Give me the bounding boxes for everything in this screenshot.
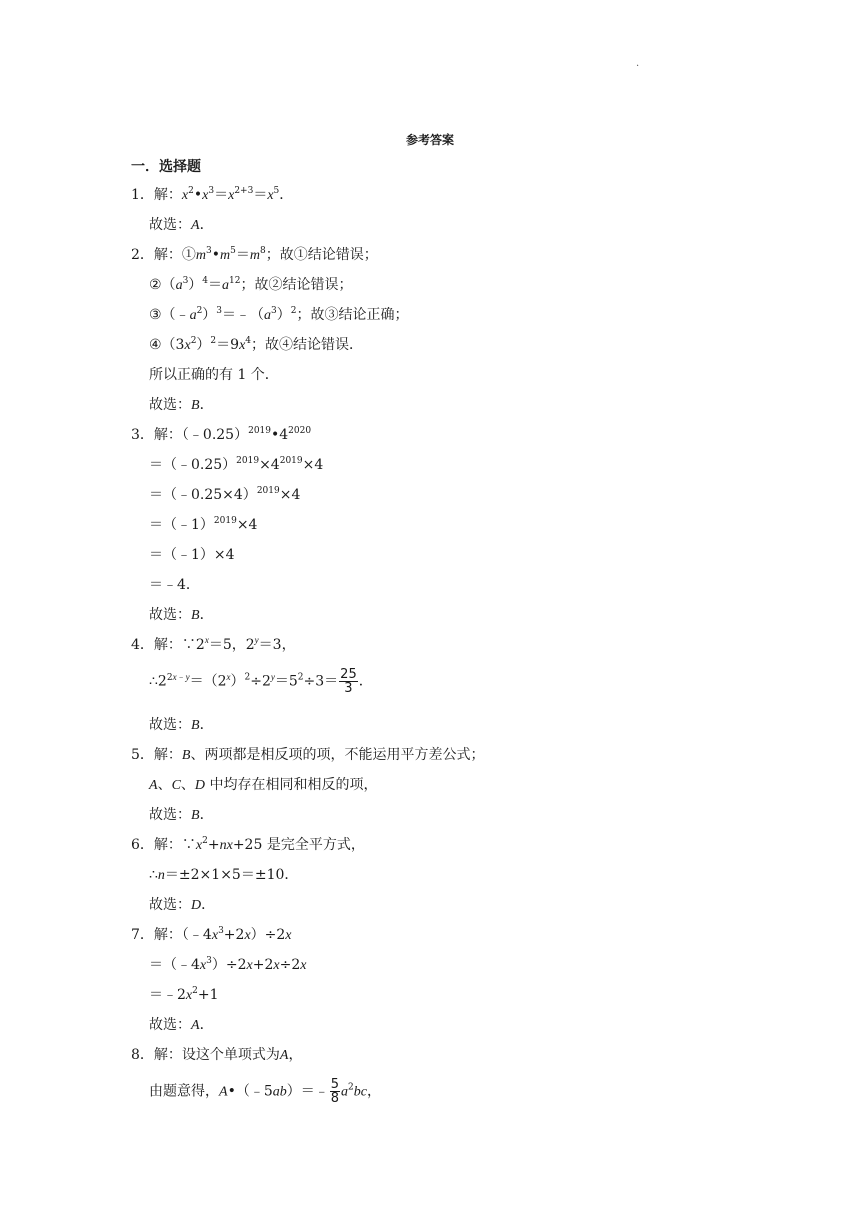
- page-title: 参考答案: [405, 133, 454, 147]
- fraction: $\frac{25}{3}$: [340, 667, 357, 696]
- q3-step-2: ＝（﹣0.25×4）$^{2019}$×4: [149, 486, 301, 503]
- q3-step-3: ＝（﹣1）$^{2019}$×4: [149, 516, 258, 533]
- q7-step-1: $=(﹣4x^3)\div 2x+2x\div 2x$: [149, 956, 307, 973]
- q6-line: 6．解：$\because x^2+nx+25$ 是完全平方式，: [131, 836, 365, 853]
- q1-choice: 故选：A．: [149, 217, 214, 233]
- q8-line-2: 由题意得，A•（﹣5ab）＝﹣ $\frac{5}{8}$ $a^2bc$，: [149, 1077, 381, 1106]
- q4-choice: 故选：B．: [149, 717, 214, 733]
- q4-line: 4．解：$\because 2^x=5$，$2^y=3$，: [131, 635, 296, 653]
- q7-line: 7．解：$(﹣4x^3+2x)\div 2x$: [131, 926, 292, 943]
- q5-line: 5．解：B、两项都是相反项的项，不能运用平方差公式；: [131, 747, 485, 763]
- q3-choice: 故选：B．: [149, 607, 214, 623]
- q2-line-3: $③(﹣a^2)^3=﹣(a^3)^2$；故③结论正确；: [149, 306, 409, 323]
- fraction: $\frac{5}{8}$: [330, 1077, 340, 1106]
- q2-line-4: $④(3x^2)^2=9x^4$；故④结论错误．: [149, 336, 364, 353]
- q6-choice: 故选：D．: [149, 897, 216, 913]
- q2-choice: 故选：B．: [149, 397, 214, 413]
- q8-line: 8．解：设这个单项式为A，: [131, 1047, 303, 1063]
- q3-line: 3．解：$(﹣0.25)^{2019}•4^{2020}$: [131, 426, 312, 443]
- q2-summary: 所以正确的有 1 个．: [149, 367, 279, 383]
- q3-result: ＝﹣4．: [149, 577, 200, 593]
- q6-line-2: ∴n＝±2×1×5＝±10．: [149, 867, 299, 883]
- q7-choice: 故选：A．: [149, 1017, 214, 1033]
- q1-line: 1．解：$x^2•x^3=x^{2+3}=x^5$．: [131, 186, 294, 203]
- page-dot: .: [636, 58, 640, 69]
- q7-step-2: $=﹣2x^2+1$: [149, 986, 219, 1003]
- section-heading: 一．选择题: [131, 159, 201, 175]
- q4-line-2: $\therefore 2^{2x﹣y}=(2^x)^2\div 2^y=5^2\div 3=$ $\frac{25}{3}$ ．: [149, 667, 373, 696]
- q3-step-4: ＝（﹣1）×4: [149, 547, 235, 563]
- q2-line: 2．解：$①m^3•m^5=m^8$；故①结论错误；: [131, 246, 378, 263]
- q5-line-2: A、C、D 中均存在相同和相反的项，: [149, 777, 378, 793]
- q3-step-1: $=(﹣0.25)^{2019}\times 4^{2019}\times 4$: [149, 456, 324, 473]
- q2-line-2: $②(a^3)^4=a^{12}$；故②结论错误；: [149, 276, 353, 293]
- q5-choice: 故选：B．: [149, 807, 214, 823]
